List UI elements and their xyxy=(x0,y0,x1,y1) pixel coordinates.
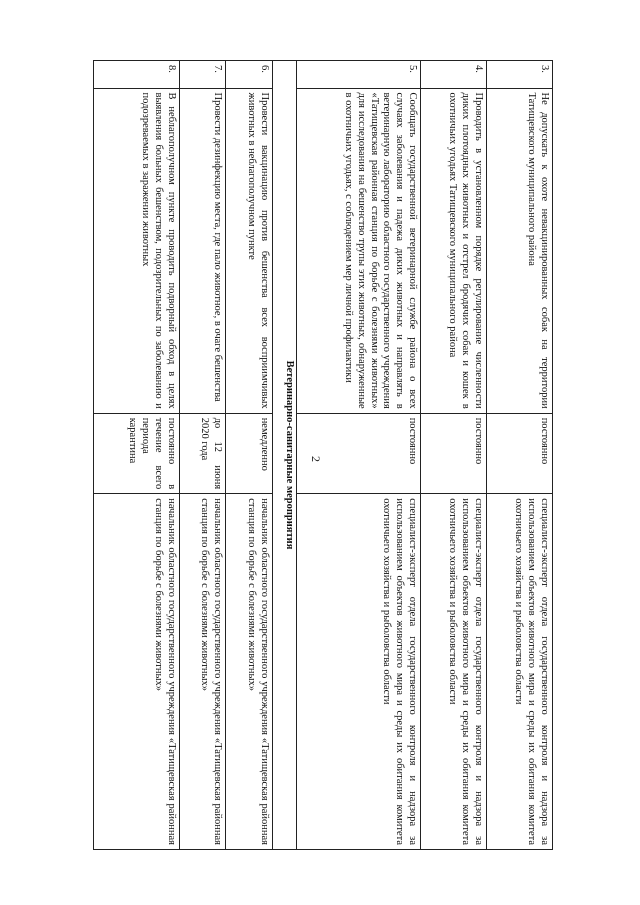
table-row xyxy=(226,61,273,850)
action-cell: В неблагополучном пункте проводить подворный обход в целях выявления больных бешенством, подозрительных по заболеванию и подозреваемых в заражении животных xyxy=(94,88,180,413)
term-cell: немедленно xyxy=(226,413,273,494)
action-cell: Проводить в установленном порядке регулирование численности диких плотоядных животных и отстрел бродячих собак и кошек в охотничьих угодьях Татищевского муниципального района xyxy=(421,88,487,413)
action-cell: Провести дезинфекцию места, где пало животное, в очаге бешенства xyxy=(179,88,226,413)
responsible-cell: начальник областного государственного учреждения «Татищевская районная станция по борьбе с болезнями животных» xyxy=(94,494,180,850)
measures-table-wrapper xyxy=(93,60,553,850)
action-cell: Не допускать к охоте невакцинированных собак на территории Татищевского муниципального района xyxy=(487,88,553,413)
term-cell: постоянно xyxy=(487,413,553,494)
section-header-row xyxy=(272,61,296,850)
responsible-cell: специалист-эксперт отдела государственного контроля и надзора за использованием объектов животного мира и среды их обитания комитета охотничьего хозяйства и рыболовства области xyxy=(296,494,420,850)
responsible-cell: начальник областного государственного учреждения «Татищевская районная станция по борьбе с болезнями животных» xyxy=(179,494,226,850)
table-row xyxy=(487,61,553,850)
page-number: 2 xyxy=(309,456,323,462)
responsible-cell: специалист-эксперт отдела государственного контроля и надзора за использованием объектов животного мира и среды их обитания комитета охотничьего хозяйства и рыболовства области xyxy=(487,494,553,850)
responsible-cell: начальник областного государственного учреждения «Татищевская районная станция по борьбе с болезнями животных» xyxy=(226,494,273,850)
table-row xyxy=(296,61,420,850)
term-cell: постоянно в течение всего периода карантина xyxy=(94,413,180,494)
table-row xyxy=(421,61,487,850)
action-cell: Сообщать государственной ветеринарной службе района о всех случаях заболевания и падежа диких животных и направлять в ветеринарную лабораторию областного государственного учреждения «Татищевская районная станция по борьбе с болезнями животных» для исследования на бешенство трупы этих животных, обнаруженные в охотничьих угодьях, с соблюдением мер личной профилактики xyxy=(296,88,420,413)
measures-table xyxy=(93,60,553,850)
row-number: 6. xyxy=(226,61,273,89)
row-number: 3. xyxy=(487,61,553,89)
row-number: 5. xyxy=(296,61,420,89)
row-number: 8. xyxy=(94,61,180,89)
table-row xyxy=(94,61,180,850)
responsible-cell: специалист-эксперт отдела государственного контроля и надзора за использованием объектов животного мира и среды их обитания комитета охотничьего хозяйства и рыболовства области xyxy=(421,494,487,850)
row-number: 7. xyxy=(179,61,226,89)
term-cell: постоянно xyxy=(421,413,487,494)
section-title: Ветеринарно-санитарные мероприятия xyxy=(272,61,296,850)
term-cell: до 12 июня 2020 года xyxy=(179,413,226,494)
action-cell: Провести вакцинацию против бешенства всех восприимчивых животных в неблагополучном пункте xyxy=(226,88,273,413)
term-cell: постоянно xyxy=(296,413,420,494)
row-number: 4. xyxy=(421,61,487,89)
table-row xyxy=(179,61,226,850)
